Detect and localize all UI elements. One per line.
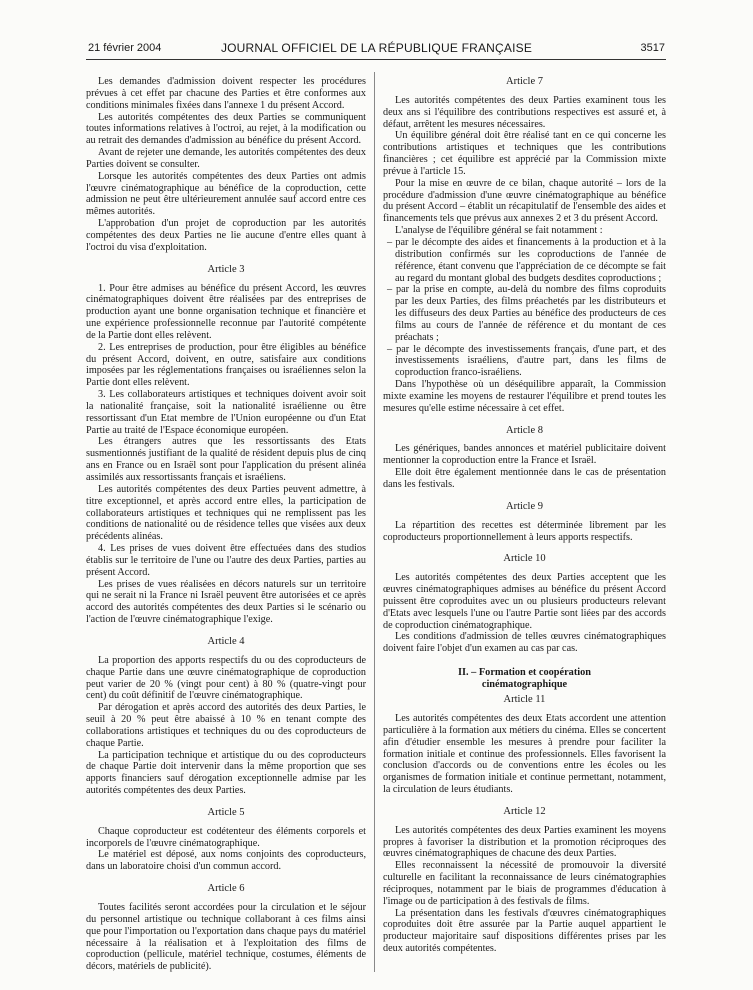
paragraph: Les autorités compétentes des deux Parties examinent les moyens propres à favoriser la distribution et la promotion réciproques des œuvres cinématographiques de chacune des deux Parties. xyxy=(383,824,666,860)
left-column xyxy=(86,76,366,973)
paragraph: Chaque coproducteur est codétenteur des éléments corporels et incorporels de l'œuvre cinématographique. xyxy=(86,825,366,849)
page-number: 3517 xyxy=(640,42,665,54)
paragraph: La présentation dans les festivals d'œuvres cinématographiques coproduites doit être assurée par la Partie auquel appartient le producteur majoritaire sauf dispositions différentes prises par les deux autorités compétentes. xyxy=(383,907,666,955)
paragraph: Lorsque les autorités compétentes des deux Parties ont admis l'œuvre cinématographique au bénéfice de la coproduction, cette admission ne peut être ultérieurement annulée sauf accord entre ces mêmes autorités. xyxy=(86,170,366,218)
paragraph: L'approbation d'un projet de coproduction par les autorités compétentes des deux Parties ne lie aucune d'entre elles quant à l'octroi du visa d'exploitation. xyxy=(86,218,366,253)
article-8-heading: Article 8 xyxy=(505,424,544,436)
paragraph: 1. Pour être admises au bénéfice du présent Accord, les œuvres cinématographiques doivent être réalisées par des entreprises de production ayant une bonne organisation technique et financière et une expérience professionnelle reconnue par l'autorité compétente de la Partie dont elles relèvent. xyxy=(86,282,366,341)
paragraph: Avant de rejeter une demande, les autorités compétentes des deux Parties doivent se consulter. xyxy=(86,147,366,170)
paragraph: Les autorités compétentes des deux Parties examinent tous les deux ans si l'équilibre des contributions respectives est assuré et, à défaut, arrêtent les mesures nécessaires. xyxy=(383,94,666,130)
paragraph: Les génériques, bandes annonces et matériel publicitaire doivent mentionner la coproduction entre la France et Israël. xyxy=(383,443,666,467)
paragraph: La répartition des recettes est déterminée librement par les coproducteurs proportionnellement à leurs apports respectifs. xyxy=(383,519,666,543)
paragraph: Les autorités compétentes des deux Parties acceptent que les œuvres cinématographiques admises au bénéfice du présent Accord puissent être coproduites avec un ou plusieurs producteurs relevant d'Etats avec lesquels l'une ou l'autre Partie sont liées par des accords de coproduction cinématographique. xyxy=(383,572,666,631)
paragraph: Dans l'hypothèse où un déséquilibre apparaît, la Commission mixte examine les moyens de restaurer l'équilibre et prend toutes les mesures qu'elle estime nécessaire à cet effet. xyxy=(383,379,666,414)
paragraph: Les prises de vues réalisées en décors naturels sur un territoire qui ne serait ni la France ni Israël peuvent être autorisées et ce après accord des autorités compétentes des deux Parties si le scénario ou l'action de l'œuvre cinématographique l'exige. xyxy=(86,578,366,626)
paragraph: La proportion des apports respectifs du ou des coproducteurs de chaque Partie dans une œuvre cinématographique de coproduction peut varier de 20 % (vingt pour cent) à 80 % (quatre-vingt pour cent) du coût définitif de l'œuvre cinématographique. xyxy=(86,654,366,702)
right-column xyxy=(383,76,666,955)
article-10-heading: Article 10 xyxy=(503,553,546,565)
publication-date: 21 février 2004 xyxy=(88,42,162,54)
page-header xyxy=(0,0,753,60)
paragraph: Elles reconnaissent la nécessité de promouvoir la diversité culturelle en facilitant la reconnaissance de leurs cinématographies réciproques, notamment par le biais de programmes d'éducation à l'image ou de participation à des festivals de films. xyxy=(383,860,666,907)
list-item: – par la prise en compte, au-delà du nombre des films coproduits par les deux Parties, des films préachetés par les distributeurs et les diffuseurs des deux Parties au bénéfice des producteurs de ces films au cours de l'année de référence et du montant de ces préachats ; xyxy=(387,284,666,343)
paragraph: Par dérogation et après accord des autorités des deux Parties, le seuil à 20 % peut être abaissé à 10 % en tenant compte des collaborations artistiques et techniques du ou des coproducteurs de chaque Partie. xyxy=(86,702,366,749)
paragraph: Les autorités compétentes des deux Parties se communiquent toutes informations relatives à l'octroi, au rejet, à la modification ou au retrait des demandes d'admission au bénéfice du présent Accord. xyxy=(86,111,366,147)
section-heading-line1: II. – Formation et coopération xyxy=(458,667,591,679)
paragraph: Toutes facilités seront accordées pour la circulation et le séjour du personnel artistique ou technique collaborant à ces films ainsi que pour l'importation ou l'exportation dans chaque pays du matériel nécessaire à la réalisation et à l'exploitation des films de coproduction (pellicule, matériel technique, costumes, éléments de décors, matériels de publicité). xyxy=(86,902,366,973)
header-rule xyxy=(86,59,666,60)
section-heading xyxy=(383,667,666,690)
article-9-heading: Article 9 xyxy=(505,500,544,512)
paragraph: L'analyse de l'équilibre général se fait notamment : xyxy=(395,225,603,237)
section-heading-line2: cinématographique xyxy=(481,678,568,690)
list-item: – par le décompte des investissements français, d'une part, et des investissements israéliens, d'autre part, dans les films de coproduction franco-israéliens. xyxy=(387,343,666,379)
article-7-heading: Article 7 xyxy=(505,76,544,87)
paragraph: La participation technique et artistique du ou des coproducteurs de chaque Partie doit intervenir dans la même proportion que ses apports financiers sauf dérogation exceptionnelle admise par les autorités compétentes des deux Parties. xyxy=(86,749,366,797)
paragraph: Les étrangers autres que les ressortissants des Etats susmentionnés justifiant de la qualité de résident depuis plus de cinq ans en France ou en Israël sont pour l'application du présent alinéa assimilés aux ressortissants français et israéliens. xyxy=(86,436,366,483)
paragraph: Les demandes d'admission doivent respecter les procédures prévues à cet effet par chacune des Parties et être conformes aux conditions minimales fixées dans l'annexe 1 du présent Accord. xyxy=(86,76,366,111)
list-item: – par le décompte des aides et financements à la production et à la distribution confirmés sur les coproductions de l'année de référence, étant convenu que l'appréciation de ce décompte se fait au regard du montant global des budgets desdites coproductions ; xyxy=(387,236,666,284)
article-11-heading: Article 11 xyxy=(503,694,546,706)
article-3-heading: Article 3 xyxy=(207,263,245,275)
paragraph: 3. Les collaborateurs artistiques et techniques doivent avoir soit la nationalité française, soit la nationalité israélienne ou être ressortissant d'un Etat membre de l'Union européenne ou d'un Etat Partie au traité de l'Espace économique européen. xyxy=(86,389,366,436)
paragraph: Un équilibre général doit être réalisé tant en ce qui concerne les contributions artistiques et techniques que les contributions financières ; cet équilibre est apprécié par la Commission mixte prévue à l'article 15. xyxy=(383,130,666,177)
article-12-heading: Article 12 xyxy=(503,805,546,817)
journal-title: JOURNAL OFFICIEL DE LA RÉPUBLIQUE FRANÇAISE xyxy=(220,41,533,55)
article-6-heading: Article 6 xyxy=(207,883,245,895)
article-4-heading: Article 4 xyxy=(207,635,245,647)
paragraph: Pour la mise en œuvre de ce bilan, chaque autorité – lors de la procédure d'admission d'une œuvre cinématographique au bénéfice du présent Accord – établit un récapitulatif de l'ensemble des aides et financements tels que prévus aux annexes 2 et 3 du présent Accord. xyxy=(383,177,666,225)
paragraph: Les autorités compétentes des deux Parties peuvent admettre, à titre exceptionnel, et après accord entre elles, la participation de collaborateurs artistiques et techniques qui ne remplissent pas les conditions de nationalité ou de résidence telles que visées aux deux précédents alinéas. xyxy=(86,483,366,543)
paragraph: 4. Les prises de vues doivent être effectuées dans des studios établis sur le territoire de l'une ou l'autre des deux Parties, parties au présent Accord. xyxy=(86,543,366,578)
paragraph: Les autorités compétentes des deux Etats accordent une attention particulière à la formation aux métiers du cinéma. Elles se concertent afin d'étudier ensemble les mesures à prendre pour faciliter la formation initiale et continue des professionnels. Elles favorisent la conclusion d'accords ou de conventions entre les écoles ou les organismes de formation initiale et continue permettant, notamment, la circulation de leurs étudiants. xyxy=(383,712,666,796)
paragraph: 2. Les entreprises de production, pour être éligibles au bénéfice du présent Accord, doivent, en outre, satisfaire aux conditions imposées par les réglementations françaises ou israéliennes selon la Partie dont elles relèvent. xyxy=(86,341,366,389)
paragraph: Elle doit être également mentionnée dans le cas de présentation dans les festivals. xyxy=(383,467,666,490)
analysis-list xyxy=(383,237,666,379)
paragraph: Le matériel est déposé, aux noms conjoints des coproducteurs, dans un laboratoire choisi d'un commun accord. xyxy=(86,849,366,873)
article-5-heading: Article 5 xyxy=(207,806,245,818)
paragraph: Les conditions d'admission de telles œuvres cinématographiques doivent faire l'objet d'un examen au cas par cas. xyxy=(383,631,666,655)
column-divider xyxy=(374,72,375,972)
